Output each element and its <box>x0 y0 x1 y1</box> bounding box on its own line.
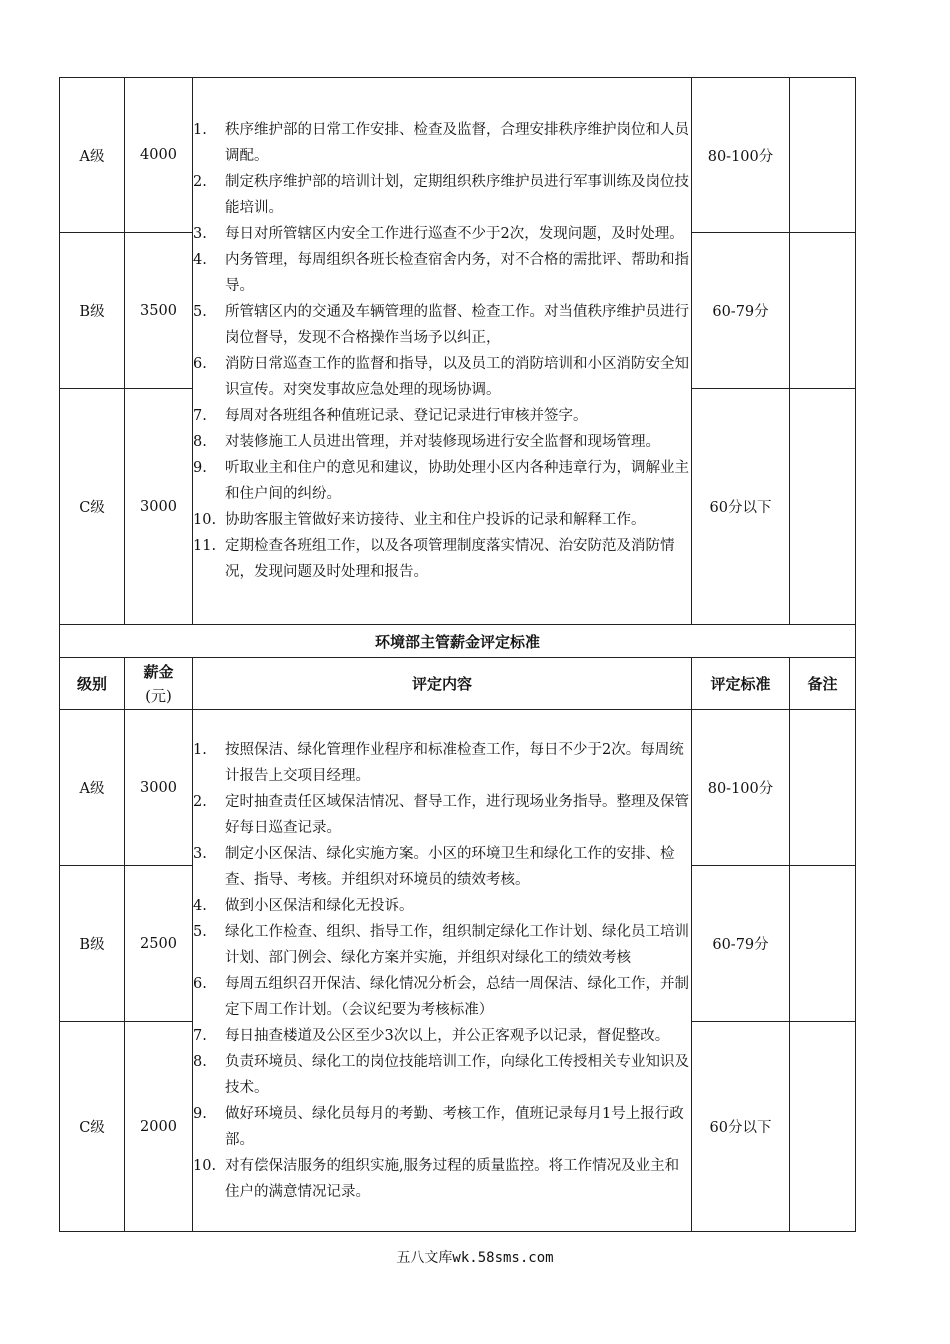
list-item <box>193 117 691 169</box>
item-number: 1. <box>193 122 207 138</box>
item-text: 做好环境员、绿化员每月的考勤、考核工作，值班记录每月1号上报行政部。 <box>225 1105 684 1148</box>
remark-cell <box>790 233 856 389</box>
list-item <box>193 429 691 455</box>
header-row <box>60 658 856 710</box>
level-cell: B级 <box>60 866 125 1022</box>
level-cell: C级 <box>60 389 125 625</box>
item-number: 6. <box>193 975 207 992</box>
remark-cell <box>790 78 856 233</box>
item-text: 所管辖区内的交通及车辆管理的监督、检查工作。对当值秩序维护员进行岗位督导，发现不合格操作当场予以纠正， <box>225 304 689 346</box>
list-item <box>193 919 691 971</box>
item-text: 内务管理，每周组织各班长检查宿舍内务，对不合格的需批评、帮助和指导。 <box>225 252 689 294</box>
remark-cell <box>790 389 856 625</box>
item-text: 协助客服主管做好来访接待、业主和住户投诉的记录和解释工作。 <box>225 512 646 528</box>
item-number: 4. <box>193 252 207 268</box>
list-item <box>193 507 691 533</box>
item-number: 9. <box>193 1105 207 1122</box>
item-number: 8. <box>193 434 207 450</box>
list-item <box>193 1023 691 1049</box>
item-text: 秩序维护部的日常工作安排、检查及监督，合理安排秩序维护岗位和人员调配。 <box>225 122 689 164</box>
item-text: 每周五组织召开保洁、绿化情况分析会，总结一周保洁、绿化工作，并制定下周工作计划。（会议纪要为考核标准） <box>225 975 689 1018</box>
level-cell: C级 <box>60 1022 125 1232</box>
item-number: 10. <box>193 1157 217 1174</box>
remark-cell <box>790 1022 856 1232</box>
security-content-cell <box>193 78 692 625</box>
salary-cell: 3500 <box>125 233 193 389</box>
level-cell: A级 <box>60 78 125 233</box>
item-number: 3. <box>193 226 207 242</box>
item-text: 听取业主和住户的意见和建议，协助处理小区内各种违章行为，调解业主和住户间的纠纷。 <box>225 460 689 502</box>
remark-cell <box>790 710 856 866</box>
section-title-row <box>60 625 856 658</box>
header-content: 评定内容 <box>193 658 692 710</box>
environment-item-list <box>193 737 691 1205</box>
list-item <box>193 403 691 429</box>
item-number: 9. <box>193 460 207 476</box>
environment-row-a <box>60 710 856 866</box>
item-number: 2. <box>193 793 207 810</box>
item-text: 对有偿保洁服务的组织实施,服务过程的质量监控。将工作情况及业主和住户的满意情况记录。 <box>225 1157 680 1200</box>
list-item <box>193 1101 691 1153</box>
header-level: 级别 <box>60 658 125 710</box>
item-text: 定期检查各班组工作，以及各项管理制度落实情况、治安防范及消防情况，发现问题及时处理和报告。 <box>225 538 675 580</box>
item-number: 8. <box>193 1053 207 1070</box>
item-number: 7. <box>193 1027 207 1044</box>
item-text: 做到小区保洁和绿化无投诉。 <box>225 897 414 914</box>
standard-cell: 80-100分 <box>692 78 790 233</box>
header-salary-line2: (元) <box>145 686 172 705</box>
salary-cell: 2000 <box>125 1022 193 1232</box>
item-text: 消防日常巡查工作的监督和指导，以及员工的消防培训和小区消防安全知识宣传。对突发事故应急处理的现场协调。 <box>225 356 689 398</box>
list-item <box>193 737 691 789</box>
item-number: 6. <box>193 356 207 372</box>
standard-cell: 60分以下 <box>692 1022 790 1232</box>
standard-cell: 60-79分 <box>692 233 790 389</box>
item-text: 对装修施工人员进出管理，并对装修现场进行安全监督和现场管理。 <box>225 434 660 450</box>
list-item <box>193 971 691 1023</box>
standard-cell: 60-79分 <box>692 866 790 1022</box>
item-number: 5. <box>193 923 207 940</box>
item-number: 7. <box>193 408 207 424</box>
item-number: 5. <box>193 304 207 320</box>
list-item <box>193 169 691 221</box>
salary-cell: 4000 <box>125 78 193 233</box>
list-item <box>193 533 691 585</box>
list-item <box>193 893 691 919</box>
item-text: 负责环境员、绿化工的岗位技能培训工作，向绿化工传授相关专业知识及技术。 <box>225 1053 689 1096</box>
item-number: 2. <box>193 174 207 190</box>
item-number: 10. <box>193 512 217 528</box>
list-item <box>193 841 691 893</box>
salary-cell: 2500 <box>125 866 193 1022</box>
section-title: 环境部主管薪金评定标准 <box>60 625 856 658</box>
header-remark: 备注 <box>790 658 856 710</box>
item-text: 每日对所管辖区内安全工作进行巡查不少于2次，发现问题，及时处理。 <box>225 226 684 242</box>
standard-cell: 80-100分 <box>692 710 790 866</box>
item-text: 每周对各班组各种值班记录、登记记录进行审核并签字。 <box>225 408 588 424</box>
list-item <box>193 1049 691 1101</box>
salary-standards-table <box>59 77 856 1232</box>
security-row-a <box>60 78 856 233</box>
item-text: 制定秩序维护部的培训计划，定期组织秩序维护员进行军事训练及岗位技能培训。 <box>225 174 689 216</box>
header-salary-line1: 薪金 <box>143 662 174 681</box>
item-text: 定时抽查责任区域保洁情况、督导工作，进行现场业务指导。整理及保管好每日巡查记录。 <box>225 793 689 836</box>
item-number: 1. <box>193 741 207 758</box>
item-text: 制定小区保洁、绿化实施方案。小区的环境卫生和绿化工作的安排、检查、指导、考核。并组织对环境员的绩效考核。 <box>225 845 675 888</box>
level-cell: A级 <box>60 710 125 866</box>
list-item <box>193 789 691 841</box>
header-salary <box>125 658 193 710</box>
list-item <box>193 1153 691 1205</box>
item-text: 绿化工作检查、组织、指导工作，组织制定绿化工作计划、绿化员工培训计划、部门例会、绿化方案并实施，并组织对绿化工的绩效考核 <box>225 923 689 966</box>
item-text: 按照保洁、绿化管理作业程序和标准检查工作，每日不少于2次。每周统计报告上交项目经理。 <box>225 741 684 784</box>
list-item <box>193 299 691 351</box>
security-item-list <box>193 117 691 585</box>
item-number: 11. <box>193 538 217 554</box>
header-standard: 评定标准 <box>692 658 790 710</box>
salary-cell: 3000 <box>125 389 193 625</box>
environment-content-cell <box>193 710 692 1232</box>
item-text: 每日抽查楼道及公区至少3次以上，并公正客观予以记录，督促整改。 <box>225 1027 670 1044</box>
item-number: 4. <box>193 897 207 914</box>
list-item <box>193 351 691 403</box>
footer-watermark: 五八文库wk.58sms.com <box>396 1250 554 1266</box>
list-item <box>193 221 691 247</box>
list-item <box>193 455 691 507</box>
salary-cell: 3000 <box>125 710 193 866</box>
standard-cell: 60分以下 <box>692 389 790 625</box>
list-item <box>193 247 691 299</box>
item-number: 3. <box>193 845 207 862</box>
level-cell: B级 <box>60 233 125 389</box>
remark-cell <box>790 866 856 1022</box>
